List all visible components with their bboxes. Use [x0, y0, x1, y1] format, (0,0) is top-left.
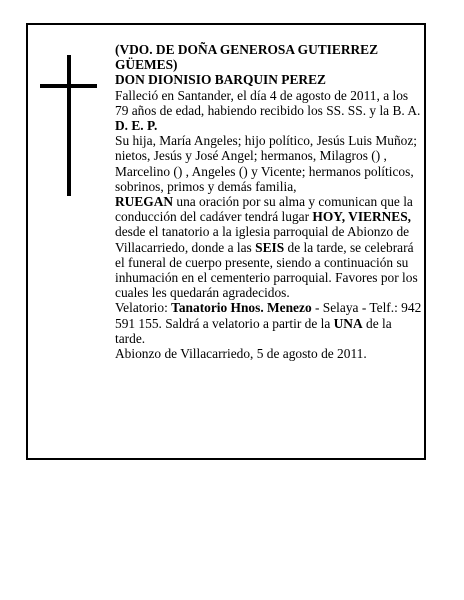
ruegan-text-3: de la tarde, se celebrará el funeral de cuerpo presente, siendo a continuación su inhumación en el cementerio parroquial. Favores por los cuales les quedarán agradecidos. [115, 239, 418, 301]
velatorio-text-1: - Selaya - Telf.: 942 591 155. Saldrá a velatorio a partir de la [115, 300, 422, 331]
death-notice: Falleció en Santander, el día 4 de agosto de 2011, a los 79 años de edad, habiendo recibido los SS. SS. y la B. A. [115, 87, 421, 118]
deceased-name: DON DIONISIO BARQUIN PEREZ [115, 72, 326, 88]
velatorio-paragraph [115, 300, 423, 346]
seis-label: SEIS [255, 239, 285, 255]
closing-place-date: Abionzo de Villacarriedo, 5 de agosto de 2011. [115, 346, 367, 362]
family-list: Su hija, María Angeles; hijo político, Jesús Luis Muñoz; nietos, Jesús y José Angel; hermanos, Milagros () , Marcelino () , Angeles () y Vicente; hermanos políticos, sobrinos, primos y demás familia, [115, 133, 418, 194]
ruegan-label: RUEGAN [115, 194, 174, 210]
hoy-viernes-label: HOY, VIERNES, [312, 209, 412, 225]
una-label: UNA [333, 315, 363, 331]
widow-of-line: (VDO. DE DOÑA GENEROSA GUTIERREZ GÜEMES) [115, 42, 379, 73]
tanatorio-name: Tanatorio Hnos. Menezo [171, 300, 312, 316]
obituary-text [115, 42, 423, 361]
cross-icon-vertical-bar [67, 55, 71, 196]
velatorio-text-2: de la tarde. [115, 315, 392, 346]
dep-line: D. E. P. [115, 118, 158, 134]
ruegan-text-2: desde el tanatorio a la iglesia parroquial de Abionzo de Villacarriedo, donde a las [115, 224, 410, 255]
velatorio-label: Velatorio: [115, 300, 172, 316]
ceremony-paragraph [115, 194, 423, 300]
ruegan-text-1: una oración por su alma y comunican que la conducción del cadáver tendrá lugar [115, 194, 413, 225]
cross-icon-horizontal-bar [40, 84, 97, 88]
obituary-notice [26, 23, 426, 460]
